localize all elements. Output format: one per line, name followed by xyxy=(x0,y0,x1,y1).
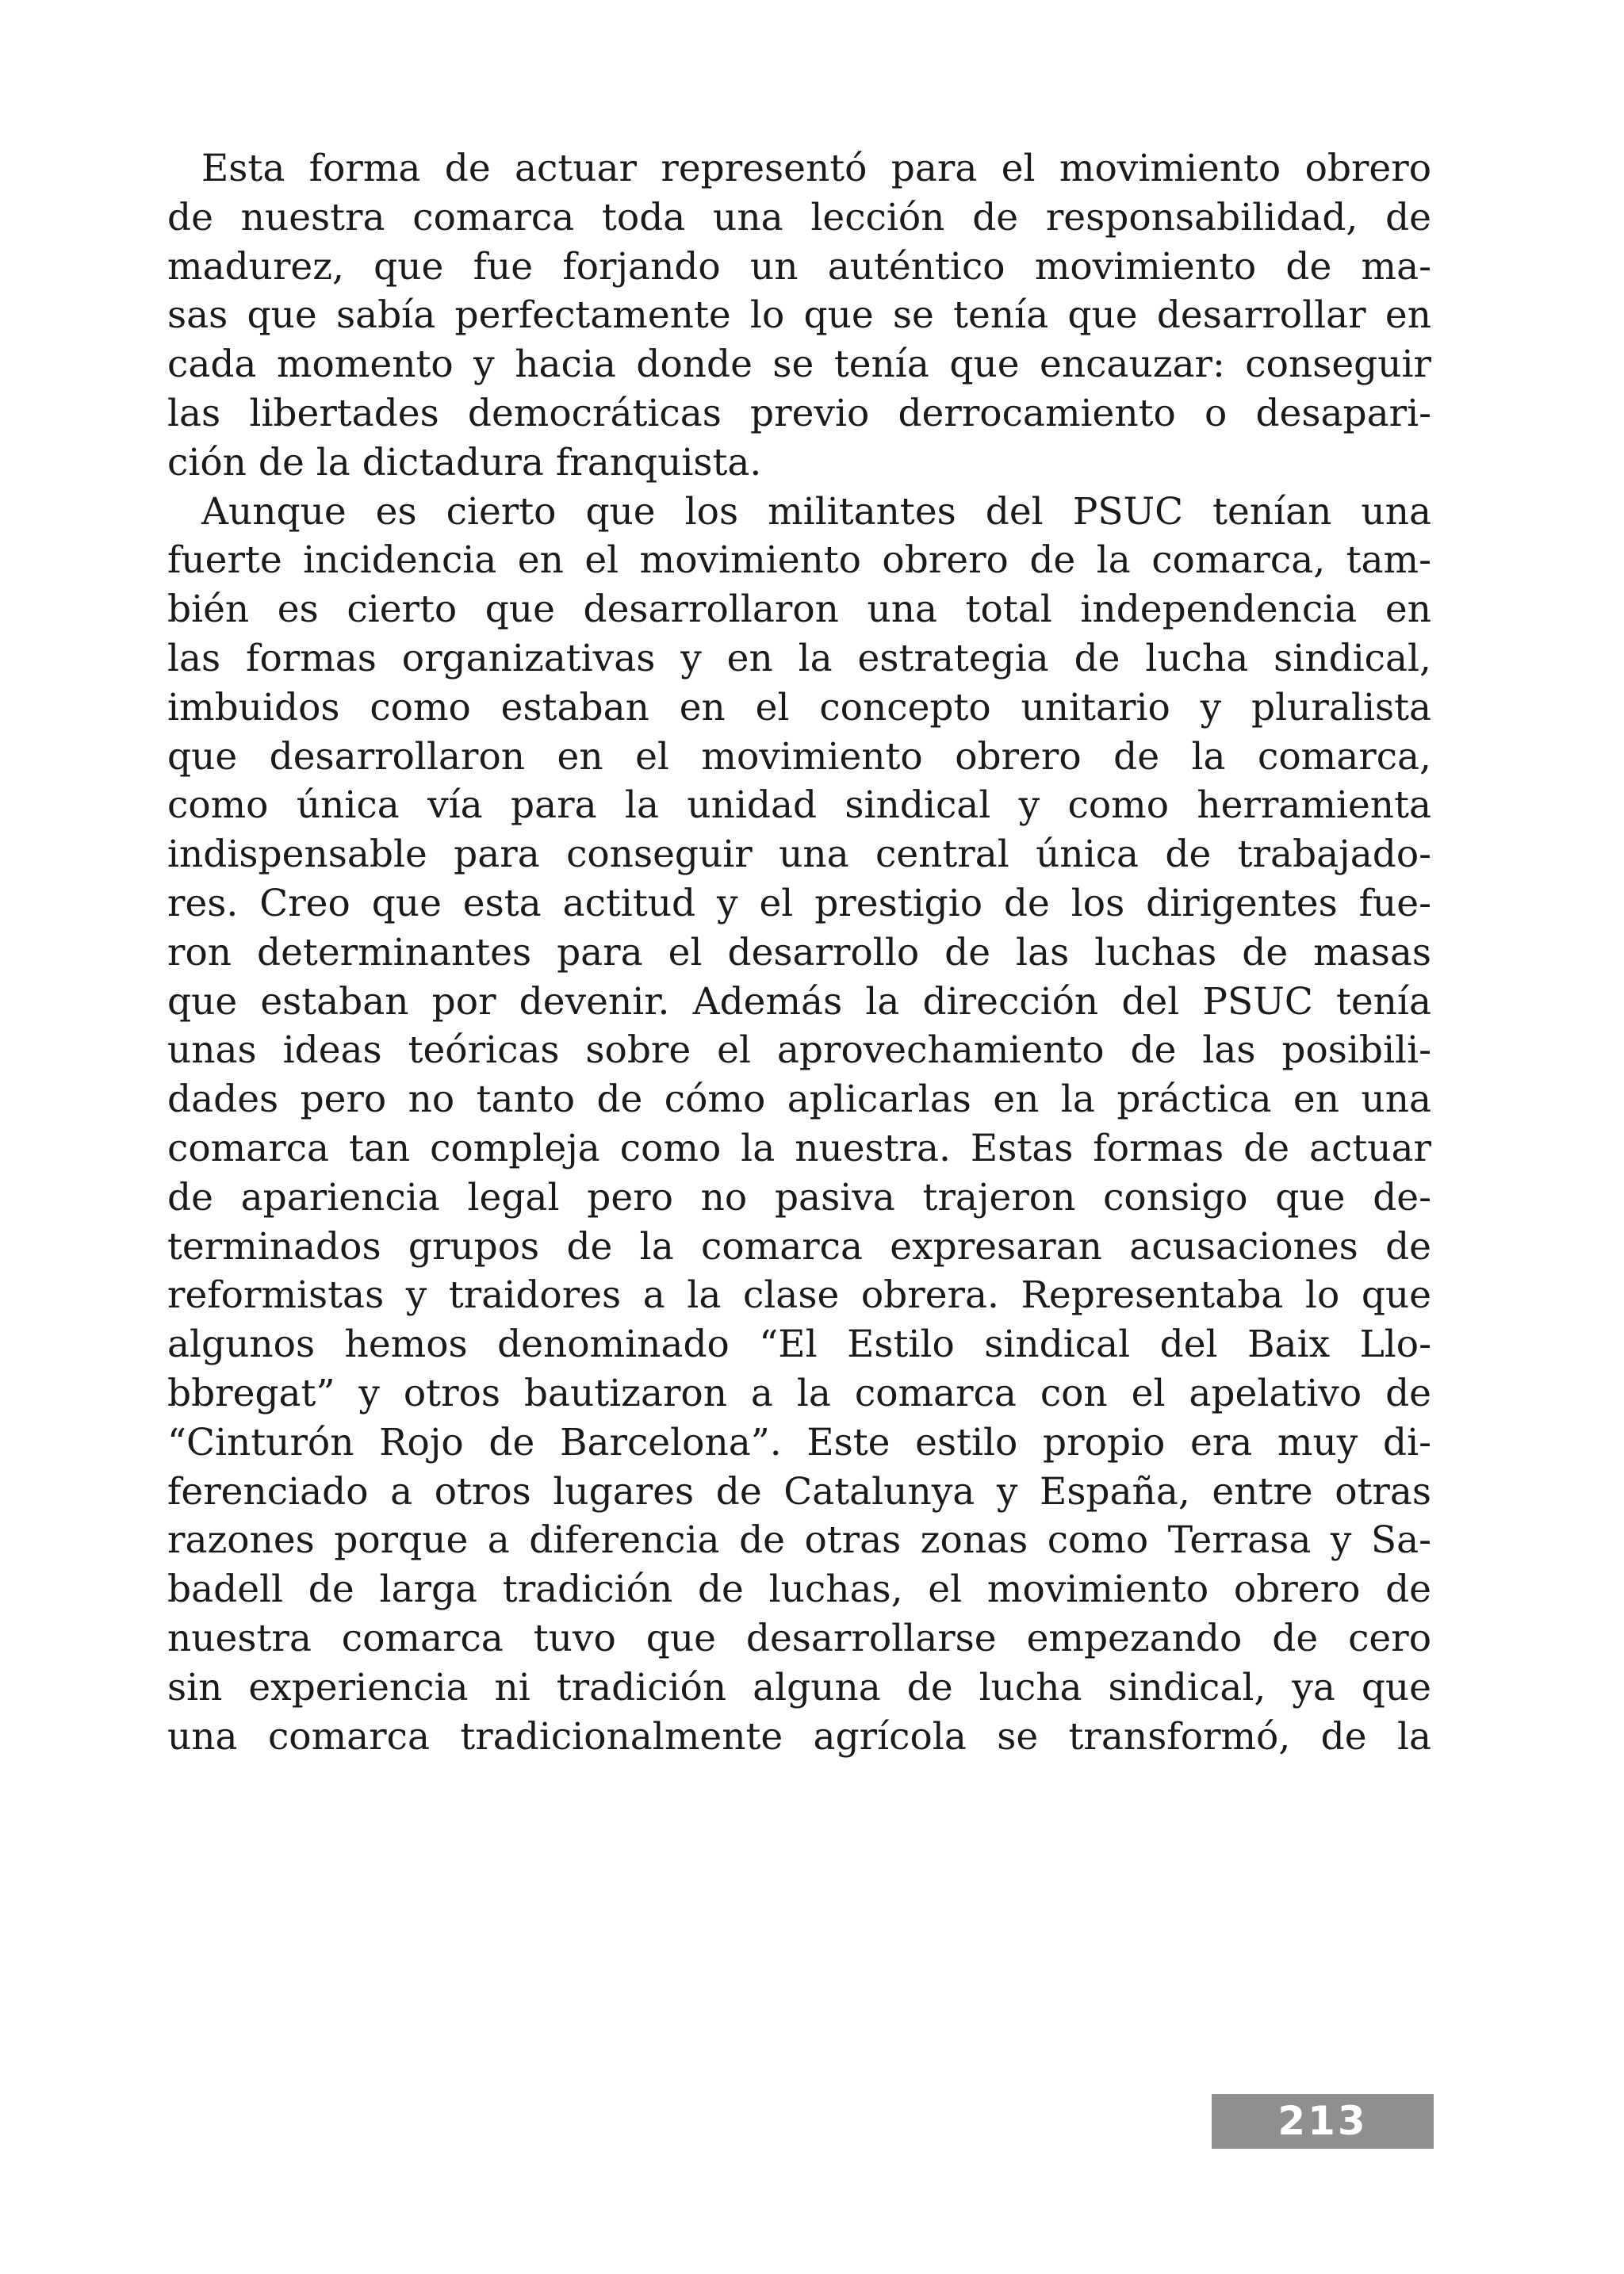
paragraph-1-line-2: de nuestra comarca toda una lección de responsabilidad, de xyxy=(167,195,1431,239)
paragraph-2-line-23: badell de larga tradición de luchas, el movimiento obrero de xyxy=(167,1568,1431,1612)
paragraph-2-line-9: res. Creo que esta actitud y el prestigio de los dirigentes fue- xyxy=(167,881,1431,925)
paragraph-2-line-15: de apariencia legal pero no pasiva trajeron consigo que de- xyxy=(167,1175,1431,1219)
page-number-badge: 213 xyxy=(1212,2094,1434,2149)
paragraph-2-line-13: dades pero no tanto de cómo aplicarlas en la práctica en una xyxy=(167,1078,1431,1122)
paragraph-1-line-6: las libertades democráticas previo derrocamiento o desapari- xyxy=(167,391,1431,435)
paragraph-2-line-1: Aunque es cierto que los militantes del PSUC tenían una xyxy=(201,489,1431,534)
paragraph-1-line-5: cada momento y hacia donde se tenía que encauzar: conseguir xyxy=(167,343,1431,387)
paragraph-2-line-22: razones porque a diferencia de otras zonas como Terrasa y Sa- xyxy=(167,1518,1431,1563)
paragraph-2-line-17: reformistas y traidores a la clase obrera. Representaba lo que xyxy=(167,1273,1431,1318)
paragraph-2-line-6: que desarrollaron en el movimiento obrero de la comarca, xyxy=(167,734,1431,779)
paragraph-2-line-19: bbregat” y otros bautizaron a la comarca con el apelativo de xyxy=(167,1371,1431,1415)
paragraph-2-line-16: terminados grupos de la comarca expresaran acusaciones de xyxy=(167,1224,1431,1269)
paragraph-1-line-7: ción de la dictadura franquista. xyxy=(167,440,762,484)
body-text xyxy=(167,144,1431,1761)
paragraph-1-line-3: madurez, que fue forjando un auténtico movimiento de ma- xyxy=(167,244,1431,289)
paragraph-2-line-20: “Cinturón Rojo de Barcelona”. Este estilo propio era muy di- xyxy=(167,1420,1431,1464)
paragraph-2-line-10: ron determinantes para el desarrollo de las luchas de masas xyxy=(167,930,1431,974)
paragraph-2-line-4: las formas organizativas y en la estrategia de lucha sindical, xyxy=(167,636,1431,680)
paragraph-2-line-12: unas ideas teóricas sobre el aprovechamiento de las posibili- xyxy=(167,1028,1431,1073)
paragraph-2-line-7: como única vía para la unidad sindical y como herramienta xyxy=(167,783,1431,828)
paragraph-2-line-5: imbuidos como estaban en el concepto unitario y pluralista xyxy=(167,685,1431,729)
paragraph-2-line-26: una comarca tradicionalmente agrícola se transformó, de la xyxy=(167,1714,1431,1759)
paragraph-2-line-14: comarca tan compleja como la nuestra. Estas formas de actuar xyxy=(167,1126,1431,1170)
paragraph-2-line-3: bién es cierto que desarrollaron una total independencia en xyxy=(167,588,1431,632)
paragraph-2-line-8: indispensable para conseguir una central única de trabajado- xyxy=(167,833,1431,877)
paragraph-2-line-18: algunos hemos denominado “El Estilo sindical del Baix Llo- xyxy=(167,1323,1431,1367)
paragraph-1-line-1: Esta forma de actuar representó para el movimiento obrero xyxy=(201,147,1431,190)
paragraph-2-line-2: fuerte incidencia en el movimiento obrero de la comarca, tam- xyxy=(167,538,1431,583)
paragraph-2-line-11: que estaban por devenir. Además la dirección del PSUC tenía xyxy=(167,979,1431,1024)
paragraph-1-line-4: sas que sabía perfectamente lo que se tenía que desarrollar en xyxy=(167,293,1431,338)
paragraph-2-line-24: nuestra comarca tuvo que desarrollarse empezando de cero xyxy=(167,1616,1431,1660)
paragraph-2-line-21: ferenciado a otros lugares de Catalunya y España, entre otras xyxy=(167,1469,1431,1514)
paragraph-2-line-25: sin experiencia ni tradición alguna de lucha sindical, ya que xyxy=(167,1665,1431,1709)
